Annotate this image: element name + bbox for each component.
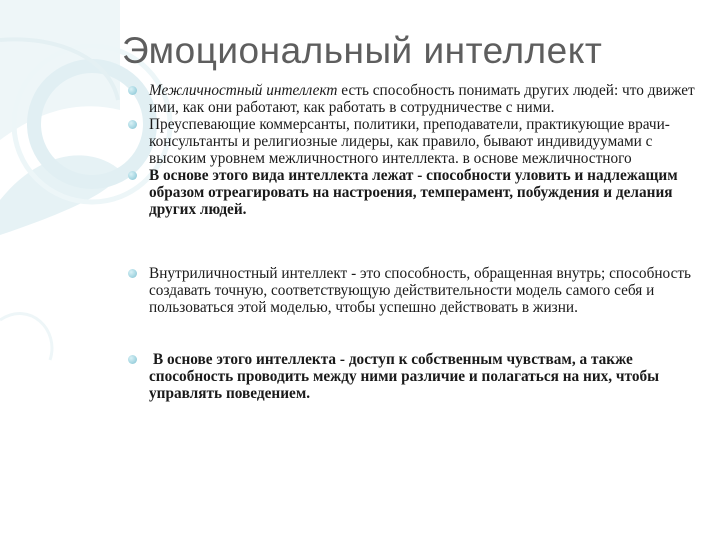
bullet-icon (128, 171, 137, 180)
bullet-icon (128, 269, 137, 278)
list-item (128, 265, 708, 316)
bullet-icon (128, 120, 137, 129)
item-text: В основе этого интеллекта - доступ к собственным чувствам, а также способность проводить между ними различие и полагаться на них, чтобы управлять поведением. (149, 351, 660, 402)
item-emphasis: Межличностный интеллект (149, 82, 338, 99)
slide-title: Эмоциональный интеллект (122, 30, 603, 71)
bullet-icon (128, 86, 137, 95)
bullet-icon (128, 355, 137, 364)
bullet-list (128, 82, 708, 402)
item-text: В основе этого вида интеллекта лежат - способности уловить и надлежащим образом отреагировать на настроения, темперамент, побуждения и делания других людей. (149, 167, 678, 218)
list-item (128, 82, 708, 116)
item-text: Преуспевающие коммерсанты, политики, преподаватели, практикующие врачи-консультанты и религиозные лидеры, как правило, бывают индивидуумами с высоким уровнем межличностного интеллекта. в основе межличностного (149, 116, 670, 167)
item-text: Внутриличностный интеллект - это способность, обращенная внутрь; способность создавать точную, соответствующую действительности модель самого себя и пользоваться этой моделью, чтобы успешно действовать в жизни. (149, 265, 692, 316)
list-item (128, 351, 708, 402)
item-text: есть способность понимать других людей: что движет ими, как они работают, как работать в сотрудничестве с ними. (149, 82, 695, 116)
list-item (128, 116, 708, 167)
list-item (128, 167, 708, 218)
